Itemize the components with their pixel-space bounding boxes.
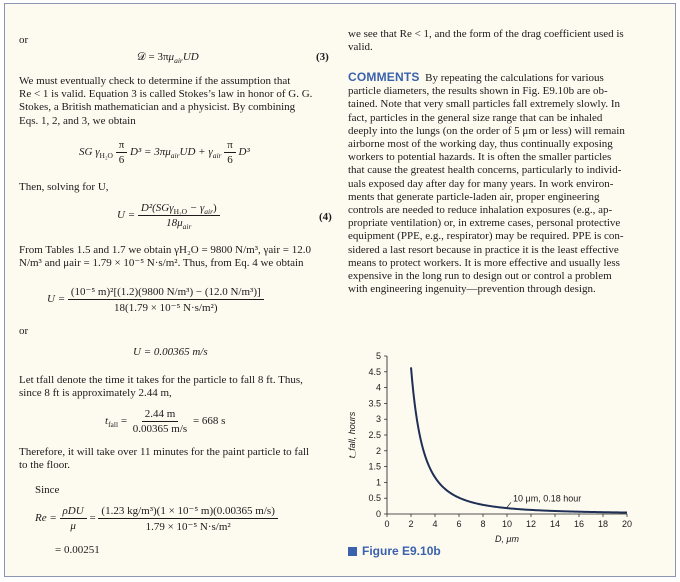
y-axis-label: t_fall, hours (347, 411, 357, 459)
eqsg-h2o: H₂O (99, 151, 113, 161)
eq5-denominator: 18(1.79 × 10⁻⁵ N·s/m²) (114, 302, 218, 314)
paragraph-line: equipment (PPE, e.g., respirator) may be required. PPE is con- (348, 230, 624, 243)
eqsg-fraction-2 (224, 139, 236, 166)
paragraph-line: means to protect workers. It is more effective and usually less (348, 256, 620, 269)
equation-5 (47, 285, 264, 314)
y-tick-label: 0 (375, 509, 381, 519)
paragraph-line: we see that Re < 1, and the form of the drag coefficient used is (348, 28, 624, 40)
eq7-rhs: = 668 s (192, 415, 226, 428)
since-text: Since (35, 484, 60, 496)
annotation-label: 10 μm, 0.18 hour (513, 493, 582, 504)
fall-time-curve (411, 367, 627, 512)
paragraph-line: Stokes, a British mathematician and a physicist. By combining (19, 101, 296, 114)
eq3-mu: μ (168, 51, 175, 63)
paragraph-re-check (348, 28, 624, 54)
paragraph-line: since 8 ft is approximately 2.44 m, (19, 387, 172, 400)
eq7-numerator: 2.44 m (142, 408, 179, 422)
paragraph-line: that cause the greatest health concerns, particularly to individ- (348, 164, 622, 177)
eq4-u: U = (117, 209, 136, 222)
eq8-numerator-1: ρDU (60, 505, 87, 519)
paragraph-line: Eqs. 1, 2, and 3, we obtain (19, 114, 136, 127)
comments-heading: COMMENTS (348, 70, 420, 84)
textbook-page (4, 3, 676, 577)
x-tick-label: 14 (549, 519, 561, 529)
y-tick-label: 5 (375, 351, 381, 361)
paragraph-line: deeply into the lungs (on the order of 5 μm or less) will remain (348, 124, 625, 137)
paragraph-line: From Tables 1.5 and 1.7 we obtain γH₂O = 9800 N/m³, γair = 12.0 (19, 244, 311, 256)
paragraph-stokes-law (19, 75, 312, 128)
paragraph-fall-time (19, 374, 303, 400)
paragraph-line: valid. (348, 41, 373, 54)
paragraph-line: Re < 1 is valid. Equation 3 is called Stokes’s law in honor of G. G. (19, 88, 313, 101)
eq4-den-air: air (182, 222, 192, 232)
eq8-denominator-2: 1.79 × 10⁻⁵ N·s/m² (145, 521, 231, 533)
eq3-lhs: 𝒟 = 3π (137, 51, 169, 63)
eq4-num-end: ) (213, 202, 217, 214)
eq4-num-text: D²(SGγ (140, 202, 174, 214)
y-tick-label: 0.5 (368, 493, 381, 504)
eqsg-air2: air (212, 151, 222, 161)
y-tick-label: 4 (375, 382, 381, 393)
paragraph-line: Let tfall denote the time it takes for the particle to fall 8 ft. Thus, (19, 374, 303, 386)
x-tick-label: 8 (480, 519, 486, 529)
x-tick-label: 10 (501, 519, 513, 529)
eq4-num-mid: − γ (187, 202, 205, 214)
eq3-mu-sub: air (174, 56, 183, 66)
eq4-denominator (163, 216, 194, 232)
equation-number-4: (4) (319, 211, 332, 223)
eqsg-d3b: D³ (238, 146, 250, 159)
x-tick-label: 16 (573, 519, 585, 529)
eq5-numerator: (10⁻⁵ m)²[(1.2)(9800 N/m³) − (12.0 N/m³)] (68, 285, 264, 300)
paragraph-line: propriate ventilation) or, in extreme cases, personal protective (348, 217, 621, 230)
eq7-eq: = (120, 415, 128, 428)
y-tick-label: 3.5 (368, 398, 381, 409)
paragraph-line: controls are needed to reduce inhalation exposures (e.g., ap- (348, 204, 613, 217)
equation-number-3: (3) (316, 51, 329, 63)
eq8-denominator-1: μ (70, 520, 76, 532)
comments-section (348, 71, 625, 296)
y-tick-label: 3 (375, 414, 381, 425)
fall-time-chart (341, 342, 641, 544)
paragraph-conclusion (19, 446, 309, 472)
eqsg-mu: μ (165, 146, 171, 159)
eq8-re: Re = (35, 512, 57, 525)
eq4-num-air: air (204, 207, 214, 217)
paragraph-line: sidered a last resort because in practice it is the least effective (348, 243, 619, 256)
eqsg-ud: UD + γ (179, 146, 213, 159)
x-tick-label: 6 (456, 519, 462, 529)
figure-caption-text: Figure E9.10b (362, 544, 441, 558)
figure-caption (348, 544, 441, 558)
x-tick-label: 4 (432, 519, 438, 529)
eq5-fraction (68, 285, 264, 314)
y-tick-label: 2.5 (368, 430, 381, 440)
paragraph-line: to the floor. (19, 459, 71, 472)
caption-square-icon (348, 547, 357, 556)
paragraph-line: We must eventually check to determine if the assumption that (19, 75, 291, 87)
chart-axes (387, 356, 627, 514)
x-tick-label: 20 (621, 519, 633, 529)
paragraph-line: tained. Note that very small particles fall extremely slowly. In (348, 98, 621, 111)
eqsg-d3: D³ = 3π (130, 146, 166, 159)
equation-reynolds (35, 504, 278, 533)
eqsg-pi: π (116, 139, 128, 153)
paragraph-line: uals exposed day after day for many years. In work environ- (348, 177, 614, 190)
annotation-leader-line (507, 502, 511, 507)
eq8-fraction-1 (60, 505, 87, 532)
paragraph-line: workers to potential hazards. It is often the smaller particles (348, 151, 612, 164)
or-text-1: or (19, 34, 29, 46)
paragraph-line: ments that generate particle-laden air, proper engineering (348, 190, 600, 203)
or-text-2: or (19, 325, 29, 337)
x-tick-label: 18 (597, 519, 609, 529)
eq4-num-h2o: H₂O (173, 207, 188, 217)
x-axis-label: D, μm (495, 534, 519, 544)
eqsg-six: 6 (118, 154, 125, 166)
y-tick-label: 4.5 (368, 366, 381, 377)
eq8-eq: = (89, 512, 96, 525)
equation-combined (79, 139, 250, 166)
y-tick-label: 1 (375, 477, 381, 488)
paragraph-line: expensive in the long run to design out or control a problem (348, 270, 612, 283)
equation-reynolds-result: = 0.00251 (55, 544, 100, 556)
paragraph-line: Therefore, it will take over 11 minutes for the paint particle to fall (19, 446, 310, 458)
eqsg-air: air (170, 151, 180, 161)
x-tick-label: 12 (525, 519, 537, 529)
eqsg-pi: π (224, 139, 236, 153)
eq4-fraction (138, 202, 220, 232)
paragraph-tables (19, 244, 311, 270)
equation-3 (137, 51, 199, 64)
comments-first-text: By repeating the calculations for various (425, 72, 604, 84)
paragraph-line: with engineering ingenuity—prevention through design. (348, 283, 596, 296)
paragraph-line: N/m³ and μair = 1.79 × 10⁻⁵ N·s/m². Thus, from Eq. 4 we obtain (19, 257, 304, 270)
y-tick-label: 1.5 (368, 461, 381, 472)
eq8-numerator-2: (1.23 kg/m³)(1 × 10⁻⁵ m)(0.00365 m/s) (98, 504, 277, 519)
x-tick-label: 2 (408, 519, 414, 529)
comments-first-line (348, 71, 625, 85)
eq4-numerator (138, 202, 220, 216)
eq7-sub: fall (108, 420, 119, 430)
equation-4 (117, 202, 220, 232)
eq5-u: U = (47, 293, 66, 306)
y-tick-label: 2 (375, 445, 381, 456)
eqsg-fraction-1 (116, 139, 128, 166)
x-tick-label: 0 (384, 519, 390, 529)
paragraph-line: fact, particles in the general size range that can be inhaled (348, 111, 603, 124)
chart-ticks (368, 351, 632, 529)
then-solving-text: Then, solving for U, (19, 181, 109, 193)
eq7-denominator: 0.00365 m/s (132, 423, 188, 435)
eqsg-sg: SG γ (79, 146, 100, 159)
eq7-t: t (105, 415, 109, 428)
paragraph-line: airborne most of the working day, thus continually exposing (348, 138, 613, 151)
eq7-fraction (130, 408, 190, 435)
equation-velocity-result: U = 0.00365 m/s (133, 346, 208, 358)
eq3-rhs: UD (182, 51, 199, 63)
paragraph-line: particle diameters, the results shown in Fig. E9.10b are ob- (348, 85, 608, 98)
eq8-fraction-2 (98, 504, 277, 533)
eq4-den-text: 18μ (166, 217, 183, 229)
equation-fall-time (105, 408, 225, 435)
eqsg-six: 6 (227, 154, 233, 166)
